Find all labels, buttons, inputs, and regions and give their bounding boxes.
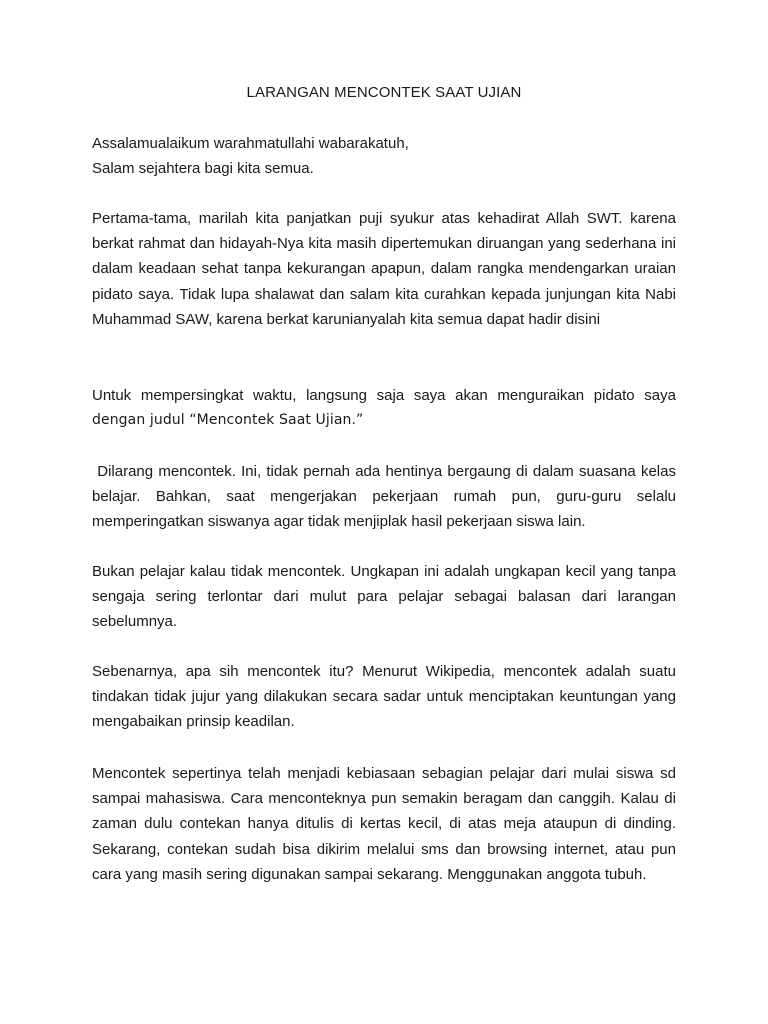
paragraph-intro-line-1: Untuk mempersingkat waktu, langsung saja saya akan menguraikan pidato saya xyxy=(92,387,676,404)
paragraph-intro xyxy=(92,383,676,433)
greeting-block xyxy=(92,131,676,181)
document-title: LARANGAN MENCONTEK SAAT UJIAN xyxy=(246,84,522,101)
greeting-line-1: Assalamualaikum warahmatullahi wabarakatuh, xyxy=(92,135,409,152)
paragraph-habit: Mencontek sepertinya telah menjadi kebiasaan sebagian pelajar dari mulai siswa sd sampai mahasiswa. Cara menconteknya pun semakin beragam dan canggih. Kalau di zaman dulu contekan hanya ditulis di kertas kecil, di atas meja ataupun di dinding. Sekarang, contekan sudah bisa dikirim melalui sms dan browsing internet, atau pun cara yang masih sering digunakan sampai sekarang. Menggunakan anggota tubuh. xyxy=(92,765,676,883)
paragraph-intro-line-2: dengan judul “Mencontek Saat Ujian.” xyxy=(92,412,364,429)
paragraph-saying: Bukan pelajar kalau tidak mencontek. Ungkapan ini adalah ungkapan kecil yang tanpa sengaja sering terlontar dari mulut para pelajar sebagai balasan dari larangan sebelumnya. xyxy=(92,563,676,631)
paragraph-definition: Sebenarnya, apa sih mencontek itu? Menurut Wikipedia, mencontek adalah suatu tindakan tidak jujur yang dilakukan secara sadar untuk menciptakan keuntungan yang mengabaikan prinsip keadilan. xyxy=(92,663,676,731)
greeting-line-2: Salam sejahtera bagi kita semua. xyxy=(92,160,314,178)
paragraph-opening: Pertama-tama, marilah kita panjatkan puji syukur atas kehadirat Allah SWT. karena berkat rahmat dan hidayah-Nya kita masih dipertemukan diruangan yang sederhana ini dalam keadaan sehat tanpa kekurangan apapun, dalam rangka mendengarkan uraian pidato saya. Tidak lupa shalawat dan salam kita curahkan kepada junjungan kita Nabi Muhammad SAW, karena berkat karunianyalah kita semua dapat hadir disini xyxy=(92,210,676,328)
paragraph-prohibition: Dilarang mencontek. Ini, tidak pernah ada hentinya bergaung di dalam suasana kelas belajar. Bahkan, saat mengerjakan pekerjaan rumah pun, guru-guru selalu memperingatkan siswanya agar tidak menjiplak hasil pekerjaan siswa lain. xyxy=(92,463,681,531)
